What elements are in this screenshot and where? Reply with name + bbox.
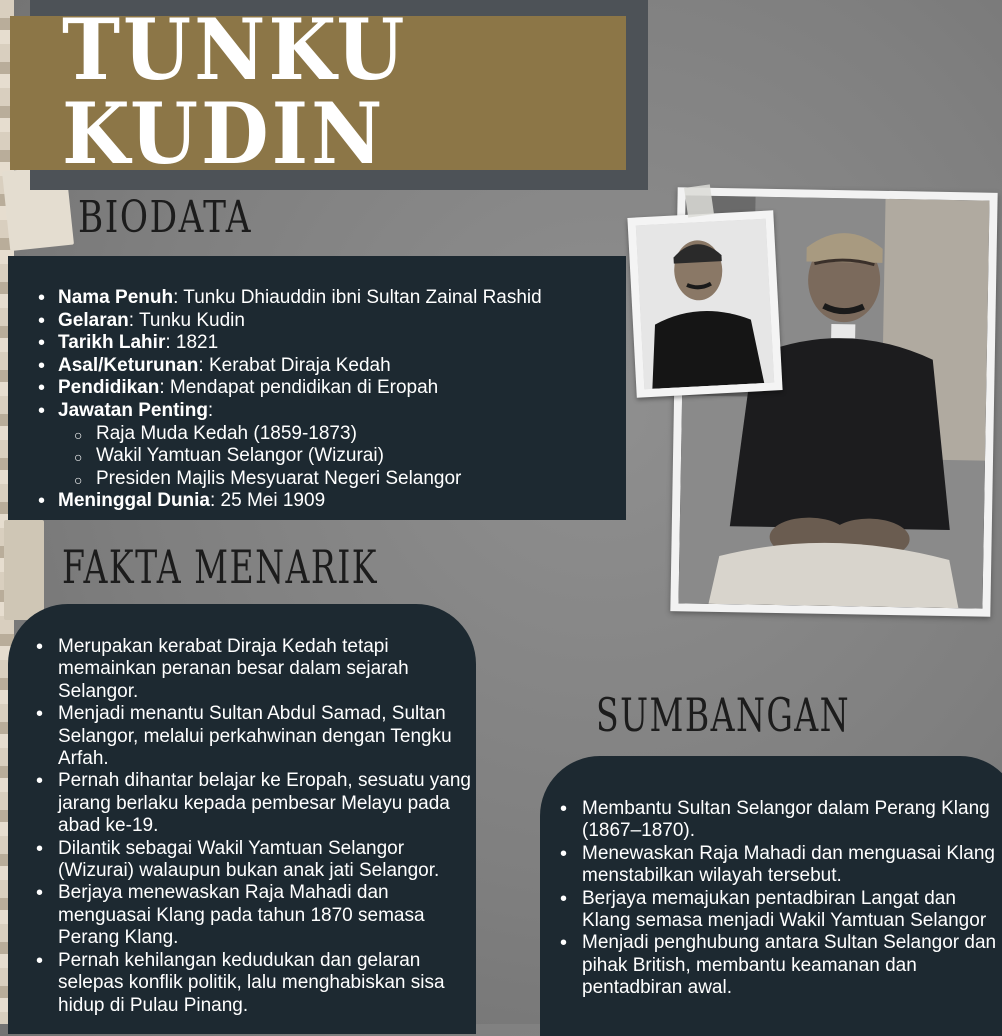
- item-value: : Tunku Dhiauddin ibni Sultan Zainal Rashid: [173, 287, 542, 308]
- item-value: : Mendapat pendidikan di Eropah: [159, 377, 439, 399]
- item-label: Asal/Keturunan: [58, 354, 199, 376]
- sumbangan-panel: [540, 756, 1002, 1036]
- positions-list: [58, 423, 542, 491]
- item-label: Nama Penuh: [58, 287, 174, 308]
- item-value: :: [207, 399, 214, 421]
- list-item: [36, 332, 542, 355]
- list-item: [36, 355, 542, 378]
- fakta-list: [32, 636, 472, 1017]
- item-value: : 25 Mei 1909: [210, 490, 326, 512]
- list-item: [36, 377, 542, 400]
- page-title: TUNKU KUDIN: [62, 1, 408, 184]
- fakta-item: • Dilantik sebagai Wakil Yamtuan Selangor (Wizurai) walaupun bukan anak jati Selangor.: [32, 838, 472, 883]
- position-item: ○ Wakil Yamtuan Selangor (Wizurai): [74, 445, 542, 468]
- biodata-list: [36, 287, 542, 513]
- sumbangan-item: • Membantu Sultan Selangor dalam Perang Klang (1867–1870).: [556, 798, 1002, 843]
- position-item: ○ Presiden Majlis Mesyuarat Negeri Selangor: [74, 468, 542, 491]
- item-label: Pendidikan: [58, 377, 160, 399]
- portrait-illustration: [636, 219, 774, 390]
- fakta-item: • Pernah kehilangan kedudukan dan gelaran selepas konflik politik, lalu menghabiskan sisa hidup di Pulau Pinang.: [32, 950, 472, 1017]
- item-label: Meninggal Dunia: [58, 490, 210, 512]
- fakta-heading: FAKTA MENARIK: [62, 540, 378, 594]
- item-label: Gelaran: [58, 309, 129, 331]
- sumbangan-item: • Menewaskan Raja Mahadi dan menguasai Klang menstabilkan wilayah tersebut.: [556, 843, 1002, 888]
- position-item: ○ Raja Muda Kedah (1859-1873): [74, 423, 542, 446]
- item-value: : 1821: [165, 332, 219, 354]
- item-value: : Kerabat Diraja Kedah: [198, 354, 391, 376]
- sumbangan-item: • Menjadi penghubung antara Sultan Selangor dan pihak British, membantu keamanan dan pentadbiran awal.: [556, 932, 1002, 999]
- item-label: Tarikh Lahir: [58, 332, 166, 354]
- list-item: [36, 310, 542, 333]
- fakta-item: • Merupakan kerabat Diraja Kedah tetapi memainkan peranan besar dalam sejarah Selangor.: [32, 636, 472, 703]
- biodata-heading: BIODATA: [78, 192, 253, 243]
- portrait-photo-small: [627, 210, 782, 397]
- fakta-item: • Berjaya menewaskan Raja Mahadi dan menguasai Klang pada tahun 1870 semasa Perang Klang.: [32, 882, 472, 949]
- item-label: Jawatan Penting: [58, 399, 208, 421]
- fakta-panel: [8, 604, 476, 1034]
- fakta-item: • Pernah dihantar belajar ke Eropah, sesuatu yang jarang berlaku kepada pembesar Melayu pada abad ke-19.: [32, 770, 472, 837]
- newspaper-scrap: [4, 520, 44, 620]
- list-item: [36, 287, 542, 310]
- title-banner: [10, 1, 626, 184]
- list-item: [36, 400, 542, 490]
- sumbangan-item: • Berjaya memajukan pentadbiran Langat dan Klang semasa menjadi Wakil Yamtuan Selangor: [556, 888, 1002, 933]
- tape-strip: [684, 184, 714, 217]
- biodata-panel: [8, 256, 626, 520]
- list-item: [36, 490, 542, 513]
- sumbangan-heading: SUMBANGAN: [596, 688, 851, 742]
- fakta-item: • Menjadi menantu Sultan Abdul Samad, Sultan Selangor, melalui perkahwinan dengan Tengku Arfah.: [32, 703, 472, 770]
- sumbangan-list: [556, 798, 1002, 1000]
- item-value: : Tunku Kudin: [128, 309, 245, 331]
